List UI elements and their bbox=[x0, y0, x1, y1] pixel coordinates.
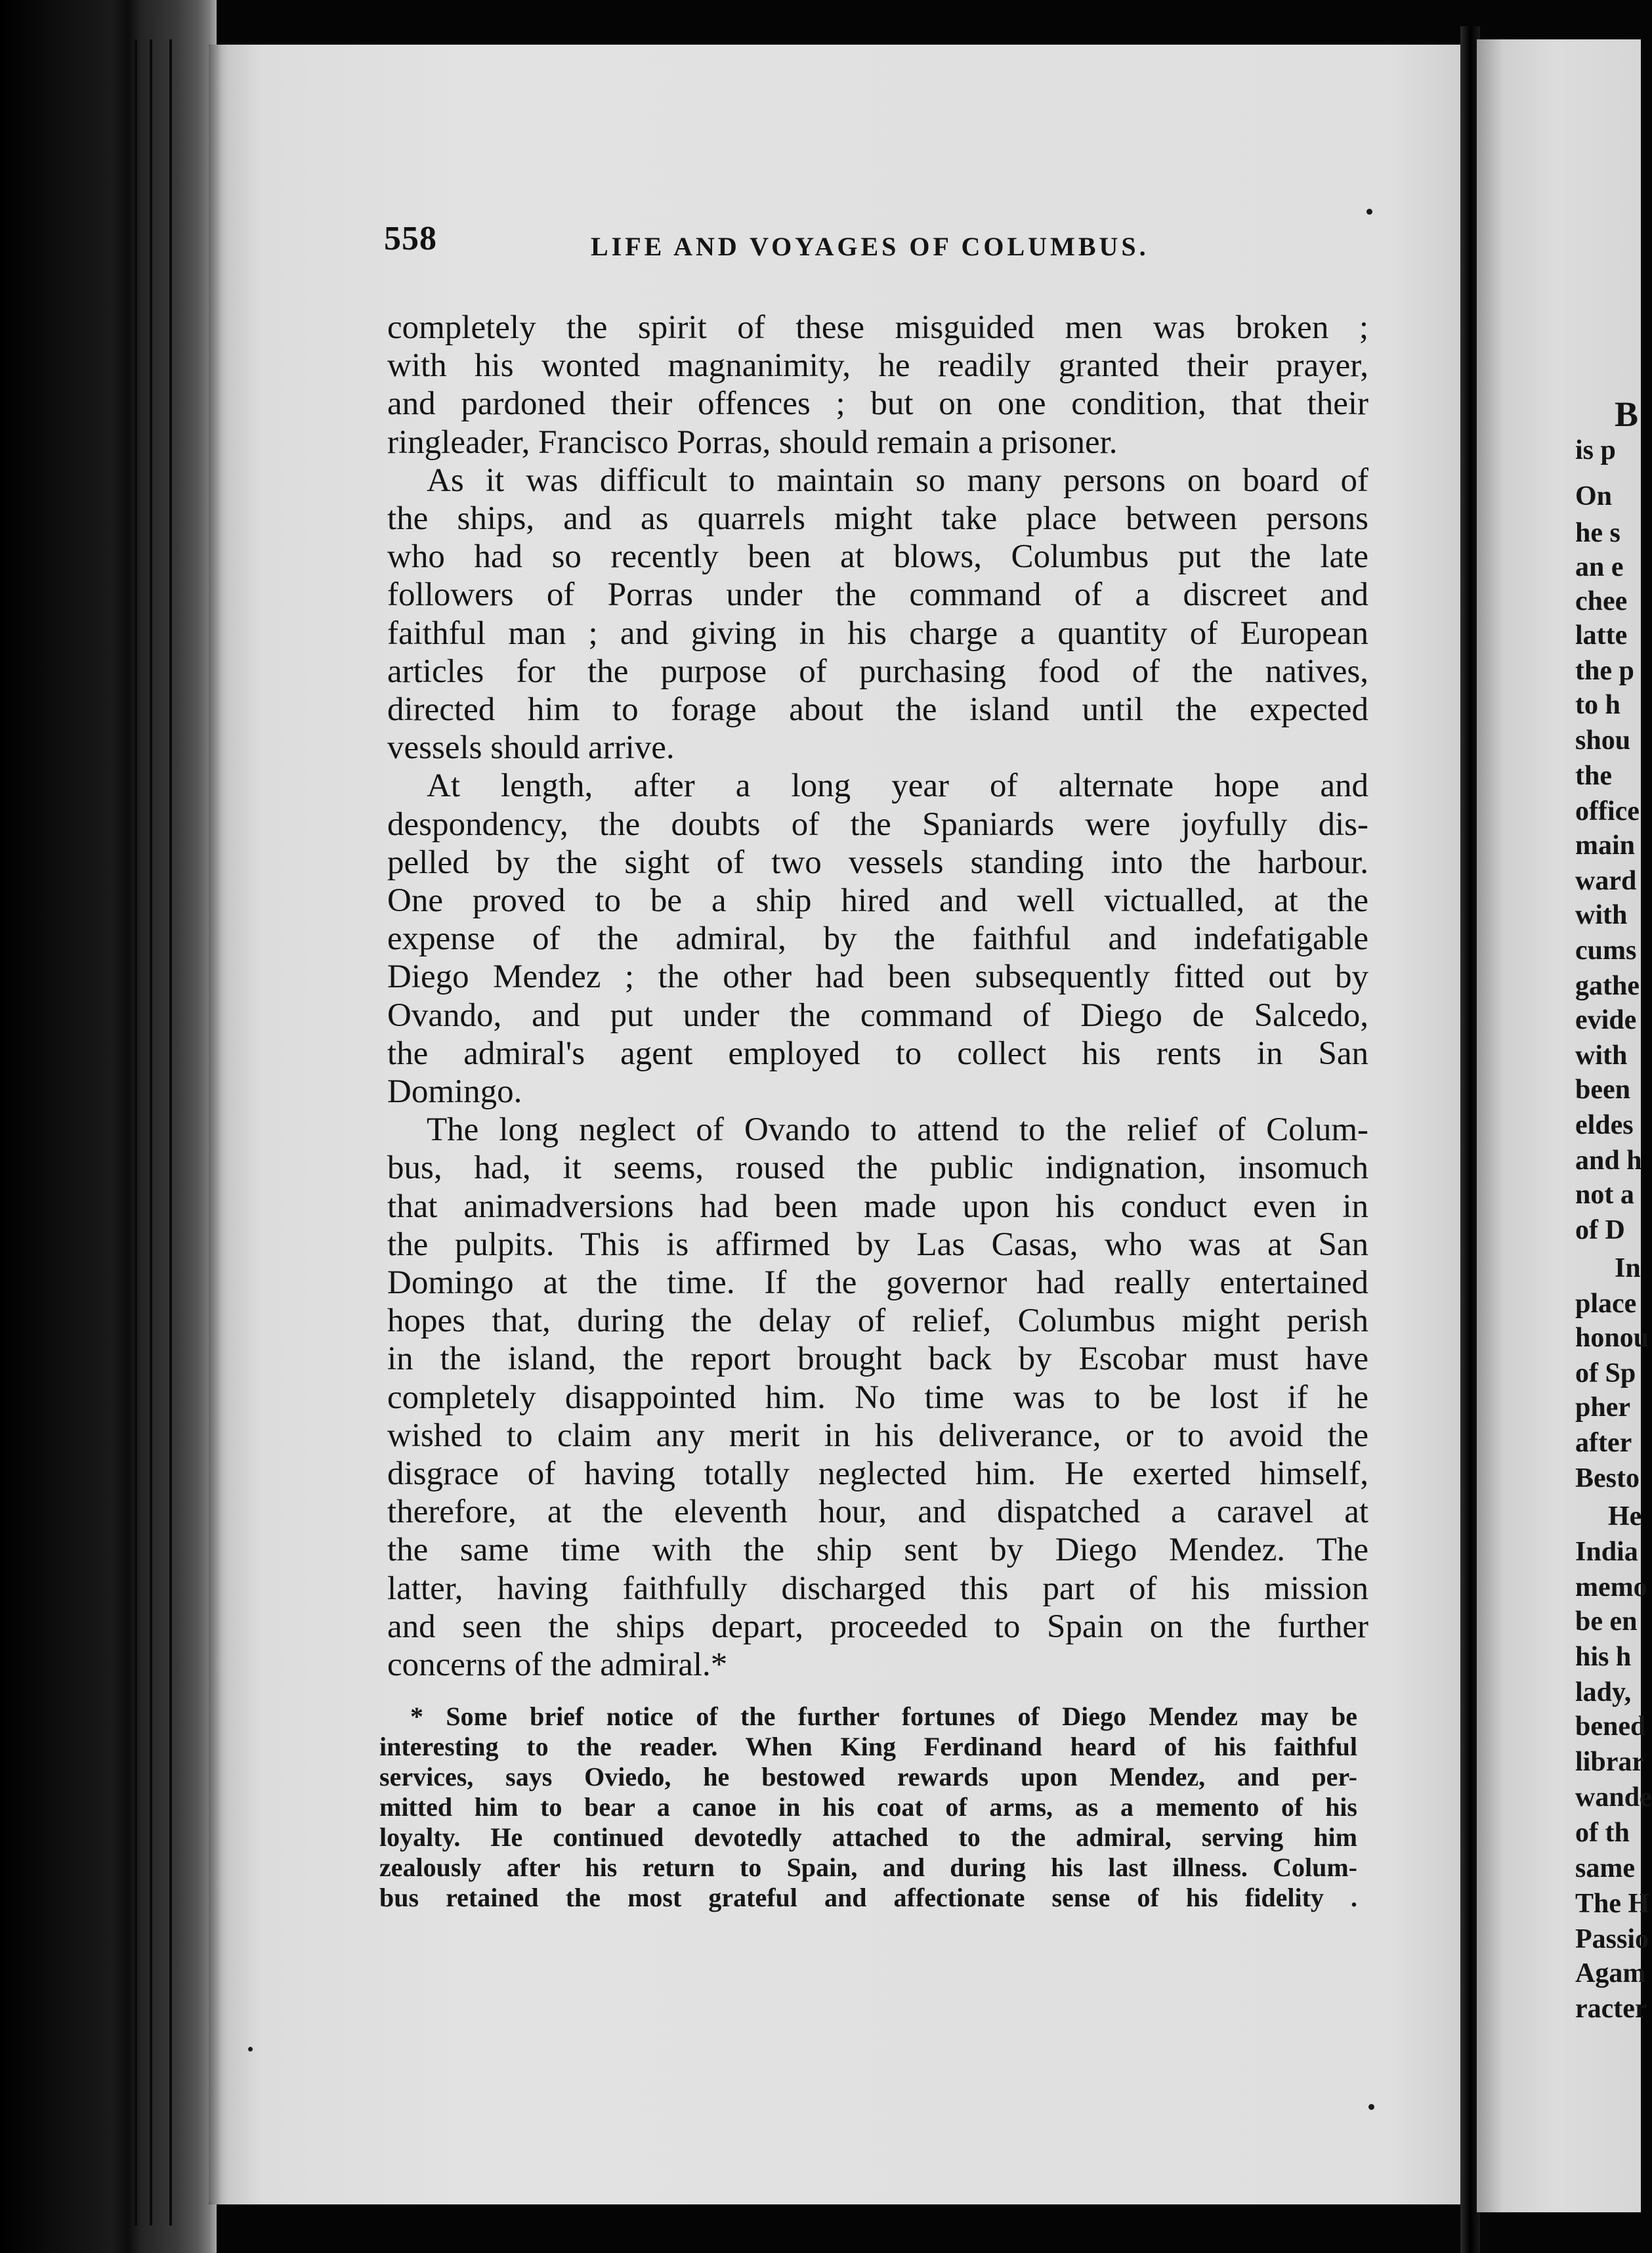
body-line: concerns of the admiral.* bbox=[387, 1646, 728, 1683]
right-page-fragment: main bbox=[1575, 830, 1636, 861]
right-page bbox=[1477, 39, 1652, 2212]
right-page-fragment: racter bbox=[1575, 1994, 1647, 2024]
body-line: disgrace of having totally neglected him. He exerted himself, bbox=[387, 1455, 1368, 1492]
body-line: completely the spirit of these misguided men was broken ; bbox=[387, 309, 1368, 346]
body-line: Ovando, and put under the command of Diego de Salcedo, bbox=[387, 997, 1368, 1034]
right-page-fragment: chee bbox=[1575, 586, 1628, 616]
right-page-fragment: office bbox=[1575, 796, 1640, 826]
right-page-fragment: is p bbox=[1575, 435, 1616, 465]
footnote-line: interesting to the reader. When King Ferdinand heard of his faithful bbox=[379, 1732, 1357, 1761]
ink-speck bbox=[248, 2047, 253, 2051]
right-page-fragment: lady, bbox=[1575, 1677, 1632, 1707]
right-page-fragment: of D bbox=[1575, 1215, 1625, 1245]
body-line: followers of Porras under the command of a discreet and bbox=[387, 576, 1368, 613]
spine-edge-line bbox=[169, 39, 172, 2225]
right-page-fragment: In bbox=[1615, 1253, 1641, 1283]
right-page-fragment: He bbox=[1608, 1501, 1642, 1532]
right-page-fragment: not a bbox=[1575, 1180, 1634, 1210]
body-line: articles for the purpose of purchasing food of the natives, bbox=[387, 653, 1368, 690]
right-page-fragment: Passio bbox=[1575, 1924, 1649, 1954]
body-line: faithful man ; and giving in his charge a quantity of European bbox=[387, 615, 1368, 652]
footnote-line: zealously after his return to Spain, and during his last illness. Colum- bbox=[379, 1853, 1357, 1882]
footnote-line: * Some brief notice of the further fortunes of Diego Mendez may be bbox=[410, 1702, 1357, 1731]
page-number: 558 bbox=[384, 220, 437, 257]
body-line: As it was difficult to maintain so many persons on board of bbox=[427, 462, 1368, 499]
right-page-fragment: Agam bbox=[1575, 1958, 1646, 1988]
footnote-line: mitted him to bear a canoe in his coat of arms, as a memento of his bbox=[379, 1792, 1357, 1822]
spine-edge-line bbox=[135, 39, 137, 2225]
body-line: the same time with the ship sent by Diego Mendez. The bbox=[387, 1532, 1368, 1568]
right-page-fragment: The H bbox=[1575, 1889, 1650, 1919]
body-line: in the island, the report brought back by Escobar must have bbox=[387, 1341, 1368, 1377]
body-line: The long neglect of Ovando to attend to the relief of Colum- bbox=[427, 1111, 1368, 1148]
right-page-fragment: bened bbox=[1575, 1711, 1646, 1742]
right-page-fragment: been bbox=[1575, 1075, 1630, 1105]
body-line: expense of the admiral, by the faithful and indefatigable bbox=[387, 920, 1368, 957]
right-page-fragment: he s bbox=[1575, 518, 1620, 548]
right-page-fragment: an e bbox=[1575, 552, 1624, 582]
ink-speck bbox=[1366, 209, 1372, 215]
right-page-fragment: be en bbox=[1575, 1606, 1638, 1637]
right-page-fragment: and h bbox=[1575, 1146, 1642, 1176]
right-page-fragment: with bbox=[1575, 1041, 1628, 1071]
page-shadow bbox=[209, 45, 222, 2204]
body-line: ringleader, Francisco Porras, should remain a prisoner. bbox=[387, 424, 1118, 461]
body-line: completely disappointed him. No time was to be lost if he bbox=[387, 1379, 1368, 1416]
right-page-fragment: same bbox=[1575, 1853, 1635, 1883]
body-line: pelled by the sight of two vessels standing into the harbour. bbox=[387, 844, 1368, 881]
body-line: bus, had, it seems, roused the public indignation, insomuch bbox=[387, 1149, 1368, 1186]
right-page-fragment: honou bbox=[1575, 1323, 1649, 1353]
body-line: wished to claim any merit in his deliverance, or to avoid the bbox=[387, 1417, 1368, 1454]
right-page-fragment: with bbox=[1575, 900, 1628, 930]
right-page-fragment: evide bbox=[1575, 1005, 1637, 1035]
right-page-fragment: his h bbox=[1575, 1642, 1632, 1672]
footnote-line: services, says Oviedo, he bestowed rewards upon Mendez, and per- bbox=[379, 1762, 1357, 1792]
right-page-fragment: eldes bbox=[1575, 1110, 1634, 1140]
body-line: and seen the ships depart, proceeded to Spain on the further bbox=[387, 1608, 1368, 1645]
right-page-fragment: of Sp bbox=[1575, 1358, 1636, 1388]
right-page-fragment: place bbox=[1575, 1289, 1637, 1319]
body-line: the ships, and as quarrels might take place between persons bbox=[387, 500, 1368, 537]
body-line: despondency, the doubts of the Spaniards were joyfully dis- bbox=[387, 806, 1368, 843]
body-line: directed him to forage about the island until the expected bbox=[387, 691, 1368, 728]
right-page-fragment: to h bbox=[1575, 690, 1620, 720]
body-line: latter, having faithfully discharged this part of his mission bbox=[387, 1570, 1368, 1607]
right-page-fragment: B bbox=[1615, 395, 1639, 434]
right-page-fragment: ward bbox=[1575, 866, 1637, 896]
book-spine bbox=[0, 0, 217, 2253]
right-page-fragment: librar bbox=[1575, 1747, 1644, 1777]
right-page-fragment: pher bbox=[1575, 1392, 1630, 1423]
body-line: hopes that, during the delay of relief, Columbus might perish bbox=[387, 1302, 1368, 1339]
right-page-fragment: Besto bbox=[1575, 1463, 1640, 1493]
right-page-fragment: latte bbox=[1575, 620, 1628, 651]
right-page-fragment: On bbox=[1575, 481, 1613, 511]
body-line: Diego Mendez ; the other had been subsequently fitted out by bbox=[387, 958, 1368, 995]
right-page-fragment: the p bbox=[1575, 656, 1634, 686]
right-page-fragment: wande bbox=[1575, 1782, 1652, 1813]
body-line: the admiral's agent employed to collect his rents in San bbox=[387, 1035, 1368, 1072]
body-line: that animadversions had been made upon his conduct even in bbox=[387, 1188, 1368, 1225]
right-page-fragment: gathe bbox=[1575, 971, 1640, 1001]
ink-speck bbox=[1368, 2104, 1374, 2110]
body-line: vessels should arrive. bbox=[387, 729, 675, 766]
footnote-line: loyalty. He continued devotedly attached to the admiral, serving him bbox=[379, 1822, 1357, 1852]
right-page-fragment: India bbox=[1575, 1537, 1638, 1567]
body-line: At length, after a long year of alternate hope and bbox=[427, 767, 1368, 804]
right-page-fragment: the bbox=[1575, 761, 1612, 791]
right-page-fragment: after bbox=[1575, 1428, 1632, 1458]
spine-edge-line bbox=[150, 39, 152, 2225]
body-line: One proved to be a ship hired and well victualled, at the bbox=[387, 882, 1368, 919]
body-line: the pulpits. This is affirmed by Las Casas, who was at San bbox=[387, 1226, 1368, 1263]
running-head: LIFE AND VOYAGES OF COLUMBUS. bbox=[591, 232, 1149, 261]
body-line: with his wonted magnanimity, he readily granted their prayer, bbox=[387, 347, 1368, 384]
body-line: who had so recently been at blows, Columbus put the late bbox=[387, 538, 1368, 575]
right-page-fragment: cums bbox=[1575, 935, 1637, 966]
body-line: and pardoned their offences ; but on one condition, that their bbox=[387, 385, 1368, 422]
right-page-fragment: memo bbox=[1575, 1572, 1647, 1602]
body-line: therefore, at the eleventh hour, and dispatched a caravel at bbox=[387, 1493, 1368, 1530]
right-page-fragment: of th bbox=[1575, 1818, 1630, 1848]
right-page-fragment: shou bbox=[1575, 725, 1631, 756]
body-line: Domingo at the time. If the governor had really entertained bbox=[387, 1264, 1368, 1301]
footnote-line: bus retained the most grateful and affectionate sense of his fidelity . bbox=[379, 1883, 1357, 1912]
body-line: Domingo. bbox=[387, 1073, 522, 1110]
